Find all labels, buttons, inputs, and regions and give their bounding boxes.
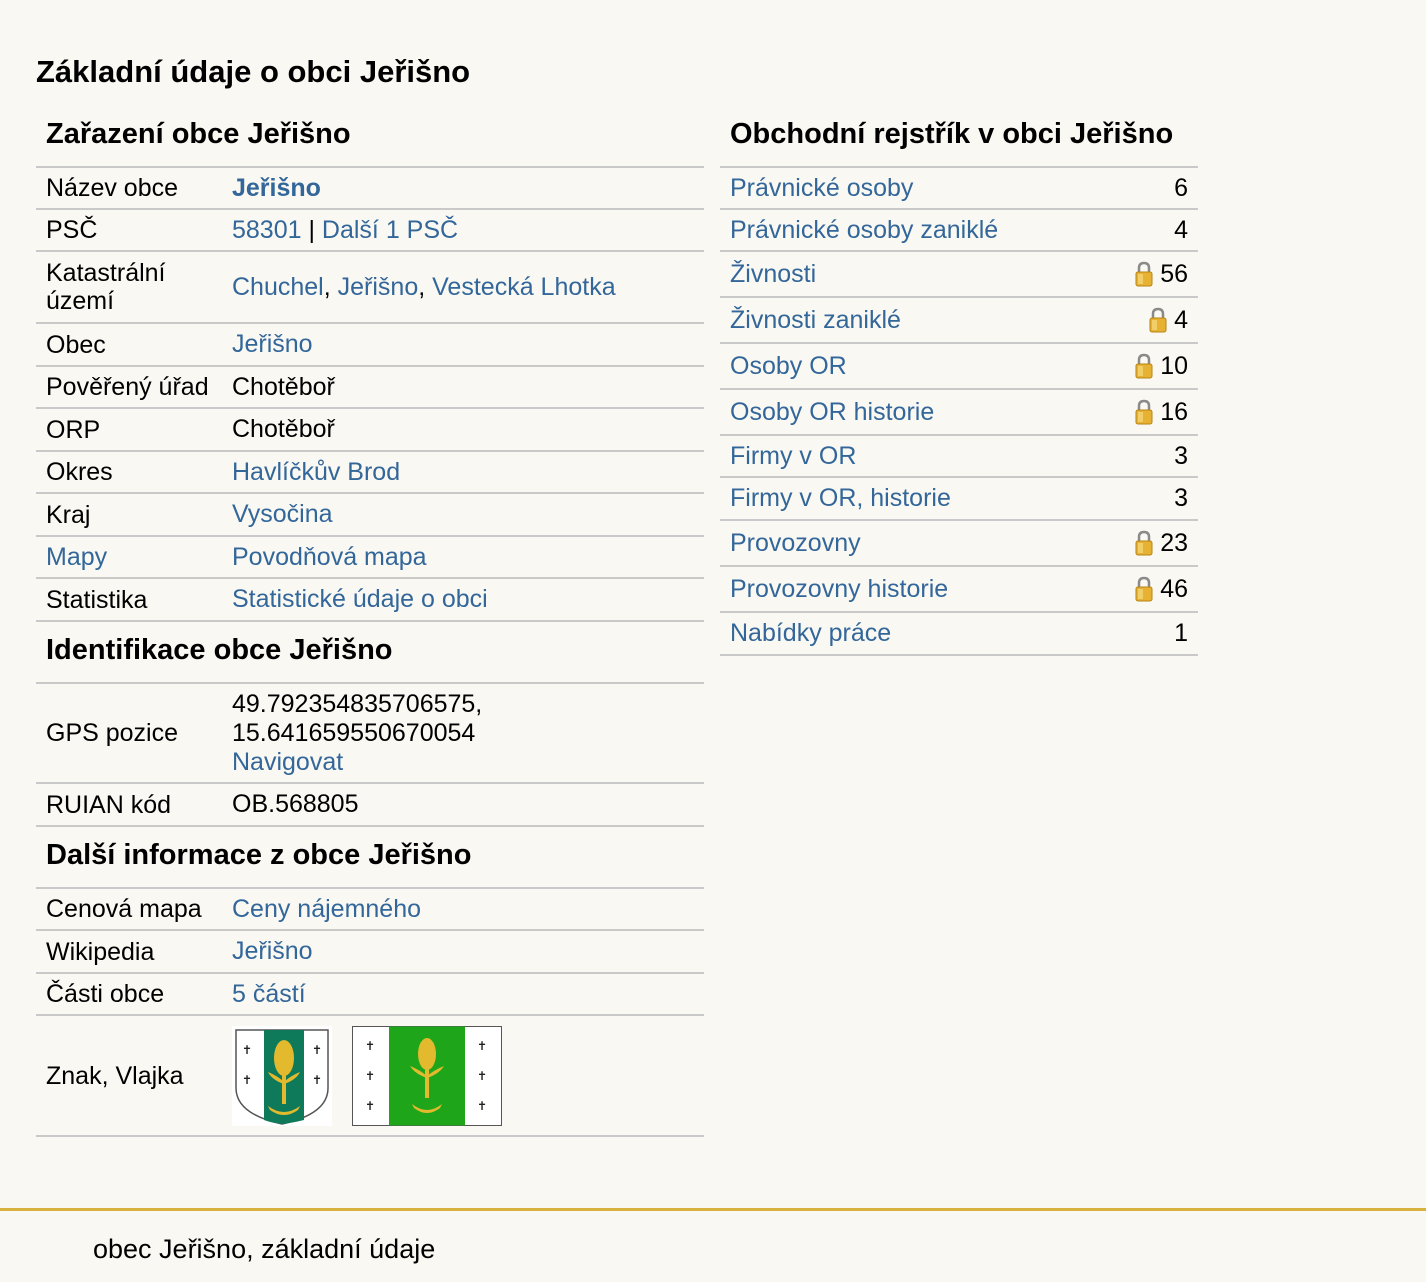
footer-divider <box>0 1208 1426 1211</box>
lock-icon <box>1134 576 1154 602</box>
section-title-zarazeni: Zařazení obce Jeřišno <box>36 106 704 168</box>
rejstrik-count-value: 10 <box>1160 351 1188 380</box>
rejstrik-row <box>720 390 1198 436</box>
lock-icon <box>1134 353 1154 379</box>
row-label: Wikipedia <box>46 937 155 966</box>
row-obec <box>36 324 704 367</box>
row-kraj <box>36 494 704 537</box>
row-gps <box>36 684 704 784</box>
wikipedia-link[interactable]: Jeřišno <box>232 937 313 965</box>
svg-text:✝: ✝ <box>365 1098 376 1113</box>
row-katastralni-uzemi <box>36 252 704 324</box>
rejstrik-count <box>1174 442 1188 471</box>
rejstrik-count <box>1134 529 1188 558</box>
rejstrik-count <box>1134 260 1188 289</box>
more-psc-link[interactable]: Další 1 PSČ <box>321 215 459 244</box>
row-psc <box>36 210 704 252</box>
rejstrik-count-value: 3 <box>1174 441 1188 470</box>
ceny-najemneho-link[interactable]: Ceny nájemného <box>232 894 422 923</box>
svg-text:✝: ✝ <box>312 1042 323 1057</box>
row-label: Znak, Vlajka <box>46 1061 184 1090</box>
rejstrik-link[interactable]: Živnosti <box>730 259 817 288</box>
ruian-value: OB.568805 <box>232 790 359 818</box>
povodnova-mapa-link[interactable]: Povodňová mapa <box>232 542 427 571</box>
svg-text:✝: ✝ <box>477 1068 488 1083</box>
navigovat-link[interactable]: Navigovat <box>232 747 344 776</box>
row-label: Části obce <box>46 980 165 1008</box>
rejstrik-link[interactable]: Živnosti zaniklé <box>730 305 901 334</box>
rejstrik-row <box>720 521 1198 567</box>
rejstrik-row <box>720 344 1198 390</box>
section-title-dalsi: Další informace z obce Jeřišno <box>36 827 704 889</box>
section-title-rejstrik: Obchodní rejstřík v obci Jeřišno <box>720 106 1198 168</box>
svg-text:✝: ✝ <box>365 1068 376 1083</box>
row-label: Název obce <box>46 174 179 202</box>
rejstrik-count-value: 23 <box>1160 528 1188 557</box>
rejstrik-count <box>1134 398 1188 427</box>
row-wikipedia <box>36 931 704 974</box>
mapy-link[interactable]: Mapy <box>46 543 108 571</box>
okres-link[interactable]: Havlíčkův Brod <box>232 457 401 486</box>
row-povereny-urad <box>36 367 704 409</box>
row-label: GPS pozice <box>46 719 179 747</box>
rejstrik-count <box>1174 216 1188 245</box>
lock-icon <box>1134 530 1154 556</box>
rejstrik-count <box>1174 484 1188 513</box>
flag-image[interactable] <box>352 1026 502 1126</box>
rejstrik-count-value: 6 <box>1174 173 1188 202</box>
lock-icon <box>1148 307 1168 333</box>
rejstrik-count-value: 1 <box>1174 619 1188 647</box>
left-column <box>36 106 704 1137</box>
lock-icon <box>1134 399 1154 425</box>
row-label: Katastrální území <box>46 259 166 315</box>
rejstrik-link[interactable]: Nabídky práce <box>730 619 892 647</box>
rejstrik-row <box>720 567 1198 613</box>
rejstrik-row <box>720 613 1198 656</box>
obec-name-link[interactable]: Jeřišno <box>232 173 321 202</box>
lock-icon <box>1134 261 1154 287</box>
page-title: Základní údaje o obci Jeřišno <box>36 54 471 89</box>
row-label: Okres <box>46 458 113 486</box>
svg-text:✝: ✝ <box>477 1098 488 1113</box>
svg-text:✝: ✝ <box>242 1072 253 1087</box>
row-label: Pověřený úřad <box>46 373 209 401</box>
rejstrik-row <box>720 436 1198 478</box>
rejstrik-count <box>1174 619 1188 648</box>
katastr-link-jerisno[interactable]: Jeřišno <box>337 272 419 301</box>
povereny-urad-value: Chotěboř <box>232 372 335 401</box>
rejstrik-count <box>1134 575 1188 604</box>
casti-obce-link[interactable]: 5 částí <box>232 979 306 1008</box>
row-label: Obec <box>46 330 106 359</box>
footer-text: obec Jeřišno, základní údaje <box>93 1234 436 1264</box>
orp-value: Chotěboř <box>232 415 335 443</box>
svg-text:✝: ✝ <box>365 1038 376 1053</box>
rejstrik-count <box>1174 174 1188 203</box>
statistika-link[interactable]: Statistické údaje o obci <box>232 585 488 613</box>
rejstrik-link[interactable]: Firmy v OR, historie <box>730 484 951 512</box>
psc-link[interactable]: 58301 <box>232 215 302 244</box>
row-label: Cenová mapa <box>46 895 202 923</box>
coat-of-arms-image[interactable] <box>232 1026 332 1126</box>
separator: , <box>323 272 338 301</box>
rejstrik-list <box>720 168 1198 656</box>
row-orp <box>36 409 704 452</box>
row-casti-obce <box>36 974 704 1016</box>
svg-text:✝: ✝ <box>477 1038 488 1053</box>
row-label: ORP <box>46 415 101 444</box>
rejstrik-count-value: 4 <box>1174 215 1188 244</box>
rejstrik-count-value: 46 <box>1160 574 1188 603</box>
row-statistika <box>36 579 704 622</box>
row-label: Statistika <box>46 585 148 614</box>
row-mapy <box>36 537 704 579</box>
rejstrik-count-value: 16 <box>1160 397 1188 426</box>
svg-text:✝: ✝ <box>312 1072 323 1087</box>
row-label: PSČ <box>46 216 98 244</box>
rejstrik-link[interactable]: Právnické osoby <box>730 173 914 202</box>
gps-longitude: 15.641659550670054 <box>232 718 476 747</box>
rejstrik-count-value: 4 <box>1174 305 1188 334</box>
row-znak-vlajka <box>36 1016 704 1137</box>
row-nazev-obce <box>36 168 704 210</box>
katastr-link-chuchel[interactable]: Chuchel <box>232 272 324 301</box>
section-title-identifikace: Identifikace obce Jeřišno <box>36 622 704 684</box>
katastr-link-vestecka-lhotka[interactable]: Vestecká Lhotka <box>432 272 616 301</box>
gps-latitude: 49.792354835706575, <box>232 689 483 718</box>
right-column <box>720 106 1198 656</box>
row-label: RUIAN kód <box>46 790 172 819</box>
row-label: Kraj <box>46 500 91 529</box>
rejstrik-count <box>1148 306 1188 335</box>
row-okres <box>36 452 704 494</box>
rejstrik-count-value: 3 <box>1174 484 1188 512</box>
obec-link[interactable]: Jeřišno <box>232 330 313 358</box>
rejstrik-link[interactable]: Osoby OR historie <box>730 397 935 426</box>
svg-text:✝: ✝ <box>242 1042 253 1057</box>
rejstrik-count-value: 56 <box>1160 259 1188 288</box>
rejstrik-link[interactable]: Osoby OR <box>730 351 847 380</box>
rejstrik-row <box>720 168 1198 210</box>
rejstrik-link[interactable]: Firmy v OR <box>730 441 857 470</box>
row-ruian <box>36 784 704 827</box>
rejstrik-link[interactable]: Právnické osoby zaniklé <box>730 215 999 244</box>
rejstrik-link[interactable]: Provozovny historie <box>730 574 949 603</box>
rejstrik-row <box>720 298 1198 344</box>
separator: , <box>418 272 433 301</box>
rejstrik-row <box>720 210 1198 252</box>
kraj-link[interactable]: Vysočina <box>232 500 333 528</box>
rejstrik-row <box>720 478 1198 521</box>
separator: | <box>301 215 322 244</box>
row-cenova-mapa <box>36 889 704 931</box>
rejstrik-count <box>1134 352 1188 381</box>
rejstrik-link[interactable]: Provozovny <box>730 528 861 557</box>
rejstrik-row <box>720 252 1198 298</box>
